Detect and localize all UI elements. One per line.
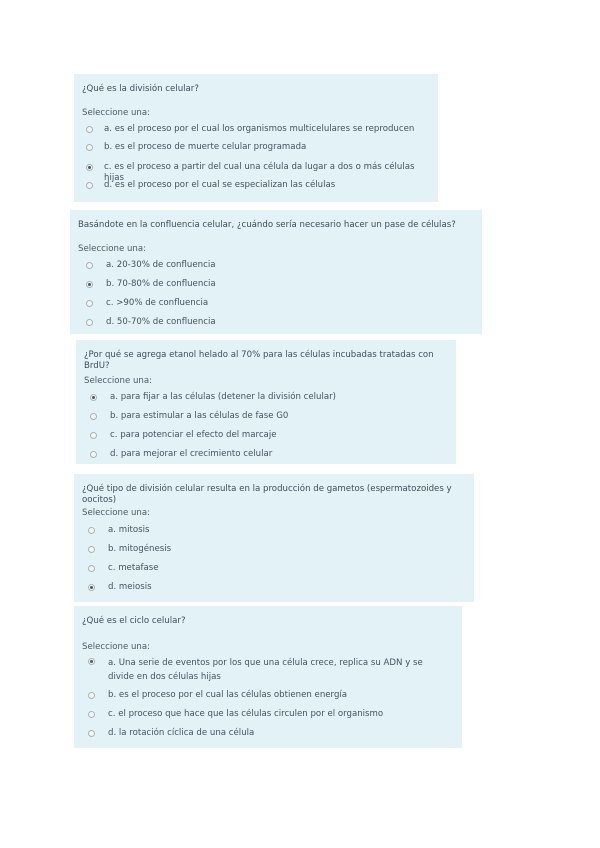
- radio-button-selected[interactable]: [86, 281, 93, 288]
- radio-button[interactable]: [88, 565, 95, 572]
- answer-option[interactable]: [76, 411, 446, 425]
- answer-option[interactable]: [74, 525, 464, 539]
- radio-button[interactable]: [86, 319, 93, 326]
- answer-option[interactable]: [74, 582, 464, 596]
- radio-button[interactable]: [86, 262, 93, 269]
- question-text: ¿Qué es el ciclo celular?: [82, 616, 186, 626]
- answer-option[interactable]: [70, 279, 472, 293]
- radio-button[interactable]: [90, 413, 97, 420]
- answer-label: d. para mejorar el crecimiento celular: [110, 449, 273, 459]
- answer-option[interactable]: [74, 142, 428, 156]
- answer-option[interactable]: [74, 124, 428, 138]
- radio-button[interactable]: [88, 692, 95, 699]
- answer-option[interactable]: [74, 162, 428, 183]
- radio-button-selected[interactable]: [88, 658, 95, 665]
- radio-button-selected[interactable]: [88, 584, 95, 591]
- answer-option[interactable]: [74, 180, 428, 194]
- answer-option[interactable]: [76, 392, 446, 406]
- answer-option[interactable]: [74, 690, 452, 704]
- answer-label: a. Una serie de eventos por los que una célula crece, replica su ADN y se divide en dos células hijas: [108, 658, 423, 682]
- question-text: ¿Qué tipo de división celular resulta en la producción de gametos (espermatozoides y oocitos): [82, 484, 452, 505]
- answer-option[interactable]: [76, 449, 446, 463]
- answer-label: a. mitosis: [108, 525, 150, 535]
- answer-label: c. >90% de confluencia: [106, 298, 209, 308]
- answer-label: d. la rotación cíclica de una célula: [108, 728, 255, 738]
- answer-label: b. para estimular a las células de fase G0: [110, 411, 289, 421]
- answer-label: b. mitogénesis: [108, 544, 172, 554]
- radio-button[interactable]: [86, 182, 93, 189]
- select-one-prompt: Seleccione una:: [84, 376, 153, 386]
- answer-option[interactable]: [70, 317, 472, 331]
- answer-label: c. metafase: [108, 563, 159, 573]
- answer-option[interactable]: [70, 260, 472, 274]
- radio-button[interactable]: [86, 144, 93, 151]
- question-card-4: [74, 474, 474, 602]
- answer-label: c. para potenciar el efecto del marcaje: [110, 430, 277, 440]
- answer-label: c. es el proceso a partir del cual una célula da lugar a dos o más células hijas: [104, 162, 415, 183]
- answer-option[interactable]: [74, 563, 464, 577]
- question-card-5: [74, 606, 462, 748]
- radio-button-selected[interactable]: [86, 164, 93, 171]
- answer-label: d. 50-70% de confluencia: [106, 317, 216, 327]
- radio-button[interactable]: [88, 546, 95, 553]
- answer-label: d. meiosis: [108, 582, 152, 592]
- question-text: Basándote en la confluencia celular, ¿cuándo sería necesario hacer un pase de células?: [78, 220, 456, 230]
- answer-label: a. 20-30% de confluencia: [106, 260, 216, 270]
- answer-label: b. es el proceso de muerte celular programada: [104, 142, 307, 152]
- radio-button[interactable]: [86, 126, 93, 133]
- question-card-1: [74, 74, 438, 202]
- radio-button[interactable]: [88, 730, 95, 737]
- answer-label: a. es el proceso por el cual los organismos multicelulares se reproducen: [104, 124, 415, 134]
- answer-option[interactable]: [74, 544, 464, 558]
- radio-button[interactable]: [88, 711, 95, 718]
- radio-button[interactable]: [86, 300, 93, 307]
- question-card-2: [70, 210, 482, 334]
- select-one-prompt: Seleccione una:: [82, 108, 151, 118]
- select-one-prompt: Seleccione una:: [82, 642, 151, 652]
- answer-option[interactable]: [74, 728, 452, 742]
- answer-label: d. es el proceso por el cual se especializan las células: [104, 180, 336, 190]
- answer-label: b. 70-80% de confluencia: [106, 279, 216, 289]
- answer-label: c. el proceso que hace que las células circulen por el organismo: [108, 709, 384, 719]
- answer-option[interactable]: [70, 298, 472, 312]
- radio-button[interactable]: [90, 451, 97, 458]
- question-card-3: [76, 340, 456, 464]
- question-text: ¿Qué es la división celular?: [82, 84, 199, 94]
- answer-label: b. es el proceso por el cual las células obtienen energía: [108, 690, 348, 700]
- answer-label: a. para fijar a las células (detener la división celular): [110, 392, 337, 402]
- answer-option[interactable]: [74, 656, 452, 684]
- answer-option[interactable]: [74, 709, 452, 723]
- radio-button-selected[interactable]: [90, 394, 97, 401]
- answer-option[interactable]: [76, 430, 446, 444]
- radio-button[interactable]: [88, 527, 95, 534]
- select-one-prompt: Seleccione una:: [78, 244, 147, 254]
- radio-button[interactable]: [90, 432, 97, 439]
- select-one-prompt: Seleccione una:: [82, 508, 151, 518]
- question-text: ¿Por qué se agrega etanol helado al 70% para las células incubadas tratadas con BrdU?: [84, 350, 434, 371]
